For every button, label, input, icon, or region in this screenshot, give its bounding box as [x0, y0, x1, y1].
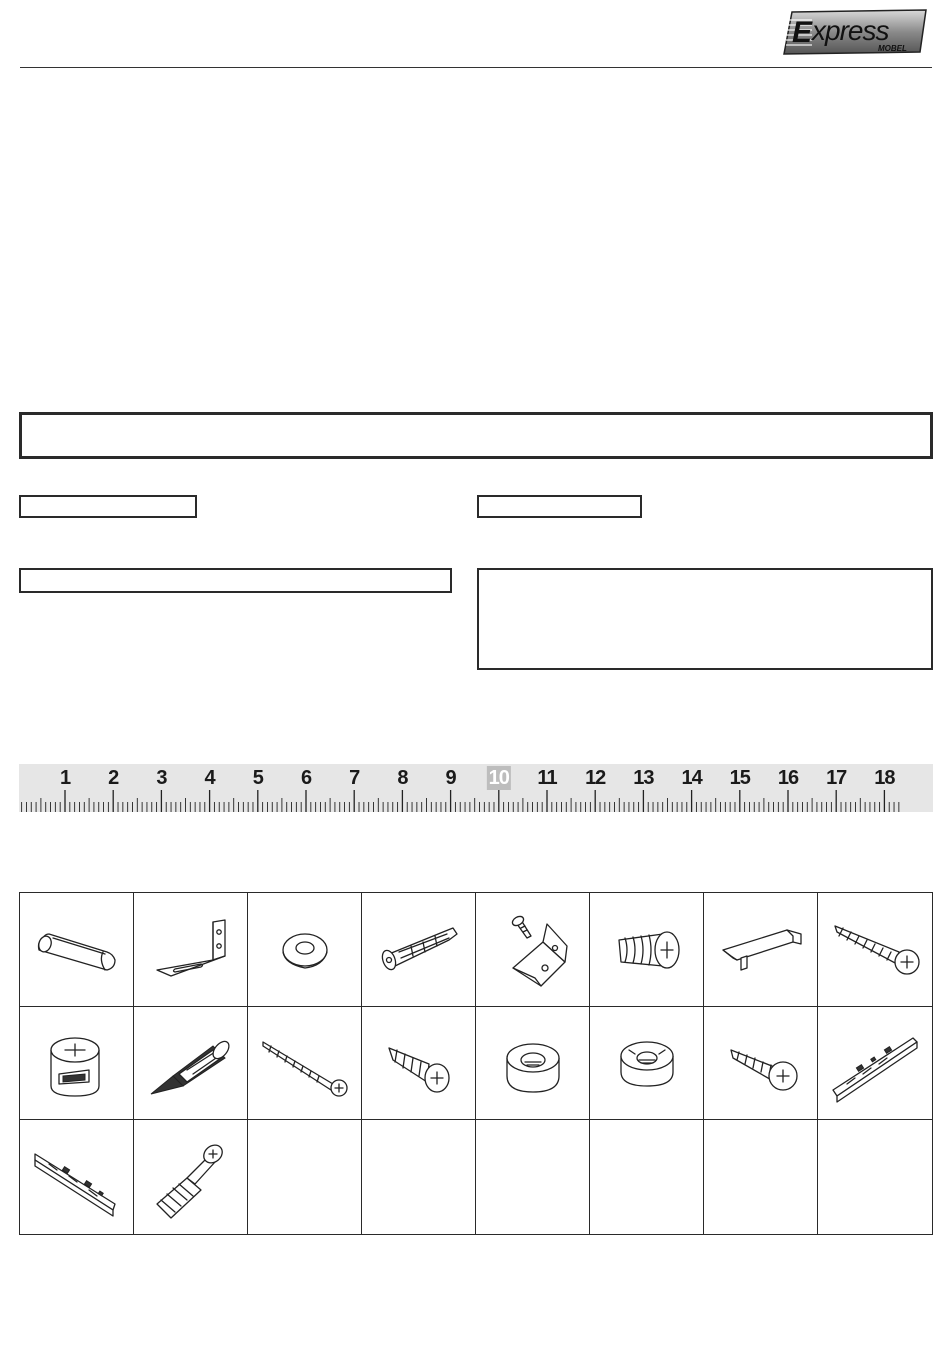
threaded-insert-icon: [599, 1020, 695, 1106]
part-cell: [476, 893, 590, 1007]
ruler-number: 2: [108, 767, 119, 789]
ruler-number: 1: [59, 767, 71, 789]
part-cell: [20, 1007, 134, 1121]
part-cell: [818, 1007, 932, 1121]
ruler-number: 14: [681, 767, 702, 789]
express-mobel-logo: [782, 6, 928, 58]
drawer-runner-icon: [827, 1020, 923, 1106]
part-cell: [134, 893, 248, 1007]
angle-bracket-icon: [143, 906, 239, 992]
ruler-number: 9: [445, 767, 456, 789]
part-cell: [704, 893, 818, 1007]
parts-grid: [19, 892, 933, 1235]
header-rule: [20, 67, 932, 68]
part-cell-empty: [362, 1120, 476, 1234]
svg-text:E: E: [792, 16, 813, 49]
part-cell-empty: [476, 1120, 590, 1234]
washer-icon: [257, 906, 353, 992]
ruler-number: 13: [633, 767, 654, 789]
ruler-number: 3: [156, 767, 167, 789]
corner-block-with-screw-icon: [485, 906, 581, 992]
part-cell: [704, 1007, 818, 1121]
svg-text:xpress: xpress: [812, 15, 889, 46]
ruler-number: 15: [729, 767, 750, 789]
part-cell-empty: [590, 1120, 704, 1234]
pan-head-screw-icon: [827, 906, 923, 992]
ruler-number: 4: [204, 767, 215, 789]
part-cell: [476, 1007, 590, 1121]
ruler-number: 7: [349, 767, 360, 789]
ruler-number: 8: [397, 767, 408, 789]
ruler-number: 16: [777, 767, 799, 789]
ruler-number: 6: [300, 767, 312, 789]
part-cell-empty: [248, 1120, 362, 1234]
part-cell: [818, 893, 932, 1007]
label-box-left: [19, 495, 197, 518]
part-cell: [134, 1120, 248, 1234]
part-cell: [362, 893, 476, 1007]
note-box-right: [477, 568, 933, 670]
part-cell-empty: [704, 1120, 818, 1234]
long-countersunk-screw-icon: [257, 1020, 353, 1106]
ruler-number: 5: [252, 767, 263, 789]
svg-text:MOBEL: MOBEL: [878, 44, 907, 53]
cam-lock-icon: [29, 1020, 125, 1106]
euro-screw-icon: [599, 906, 695, 992]
part-cell: [362, 1007, 476, 1121]
part-cell: [134, 1007, 248, 1121]
round-glide-icon: [485, 1020, 581, 1106]
measuring-ruler: [19, 764, 933, 812]
part-cell: [248, 1007, 362, 1121]
part-cell: [590, 1007, 704, 1121]
wall-plug-icon: [371, 906, 467, 992]
spike-foot-icon: [143, 1020, 239, 1106]
ruler-number: 10: [488, 767, 509, 789]
countersunk-screw-icon: [371, 1020, 467, 1106]
part-cell: [248, 893, 362, 1007]
connector-bolt-with-dowel-icon: [143, 1134, 239, 1220]
ruler-number: 11: [537, 767, 557, 789]
ruler-number: 18: [874, 767, 895, 789]
part-cell: [590, 893, 704, 1007]
label-box-right: [477, 495, 642, 518]
wooden-dowel-icon: [29, 906, 125, 992]
heading-box-left: [19, 568, 452, 593]
washer-head-screw-icon: [713, 1020, 809, 1106]
part-cell: [20, 1120, 134, 1234]
ruler-number: 12: [585, 767, 606, 789]
part-cell: [20, 893, 134, 1007]
ruler-number: 17: [826, 767, 847, 789]
title-box: [19, 412, 933, 459]
drawer-runner-left-icon: [29, 1134, 125, 1220]
part-cell-empty: [818, 1120, 932, 1234]
u-profile-clip-icon: [713, 906, 809, 992]
